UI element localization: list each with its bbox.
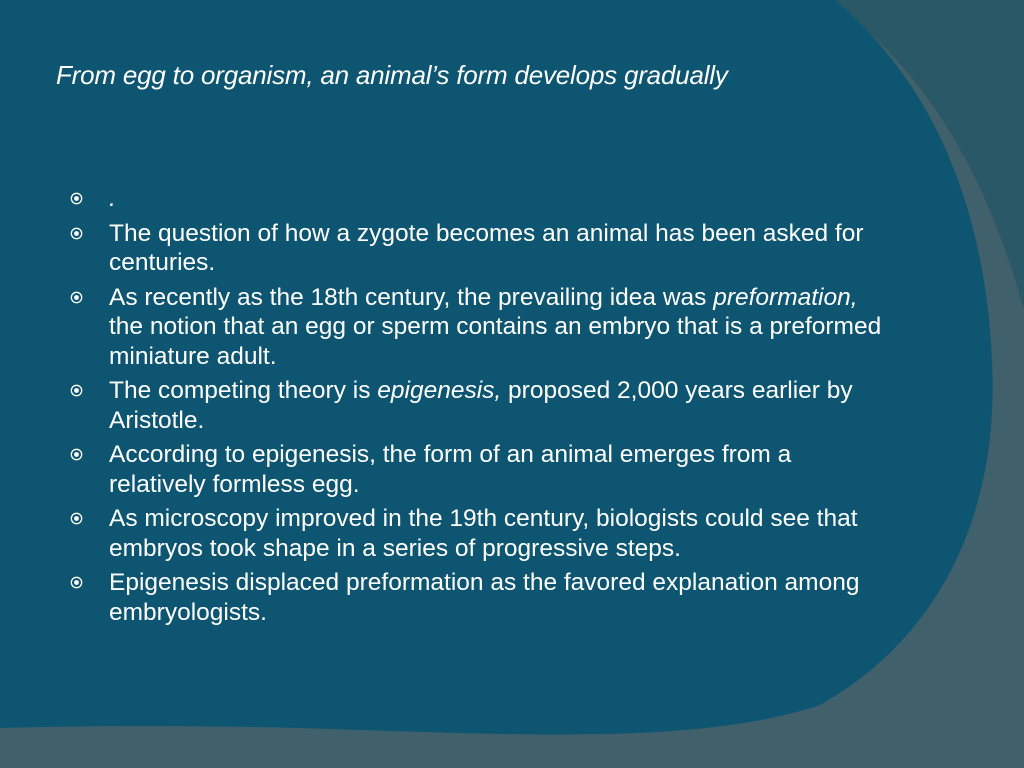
bullet-text [109,569,859,626]
bullet-text-segment: the notion that an egg or sperm contains an embryo that is a preformed miniature adult. [109,313,882,370]
circled-dot-bullet-icon [70,384,83,397]
emphasized-term: . [109,185,116,212]
bullet-text [109,220,864,277]
bullet-text-segment: Epigenesis displaced preformation as the favored explanation among embryologists. [109,569,860,626]
bullet-text-segment: According to epigenesis, the form of an animal emerges from a relatively formless egg. [109,441,792,498]
bullet-text [109,441,791,498]
bullet-text [109,284,881,370]
bullet-text-segment: As microscopy improved in the 19th century, biologists could see that embryos took shape in a series of progressive steps. [109,505,858,562]
bullet-text [109,377,853,434]
bullet-item [70,568,890,627]
circled-dot-bullet-icon [70,512,83,525]
bullet-text [109,505,858,562]
bullet-item [70,504,890,563]
bullet-item [70,219,890,278]
bullet-item [70,440,890,499]
bullet-item [70,283,890,372]
circled-dot-bullet-icon [70,227,83,240]
bullet-item [70,376,890,435]
circled-dot-bullet-icon [70,291,83,304]
circled-dot-bullet-icon [70,576,83,589]
bullet-text-segment: The question of how a zygote becomes an animal has been asked for centuries. [109,219,864,276]
bullet-list [70,184,890,632]
bullet-text-segment: The competing theory is [109,377,378,404]
slide-title: From egg to organism, an animal’s form develops gradually [56,60,728,90]
emphasized-term: epigenesis, [377,377,502,404]
bullet-text-segment: proposed 2,000 years earlier by Aristotle. [109,377,853,434]
bullet-text [109,185,116,212]
bullet-item [70,184,890,214]
bullet-text-segment: As recently as the 18th century, the prevailing idea was [109,283,714,311]
emphasized-term: preformation, [713,283,858,311]
circled-dot-bullet-icon [70,192,83,205]
circled-dot-bullet-icon [70,448,83,461]
